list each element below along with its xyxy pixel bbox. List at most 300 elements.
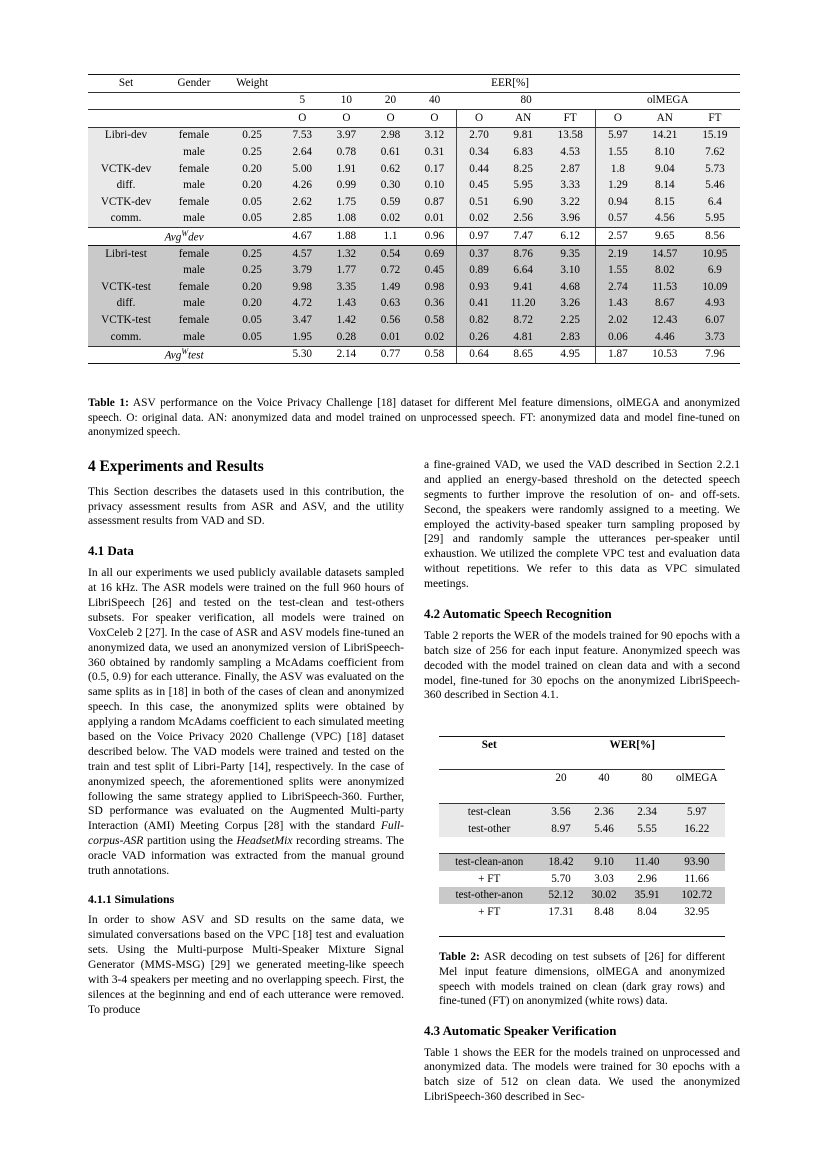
t2-header-set: Set (481, 738, 497, 751)
gender-label: male (164, 296, 224, 313)
header-spacer-6 (224, 110, 280, 127)
table-cell: 0.10 (413, 178, 457, 195)
set-label: diff. (88, 296, 164, 313)
table-cell: 2.74 (596, 279, 640, 296)
gender-label: male (164, 178, 224, 195)
table-cell: 4.72 (280, 296, 324, 313)
gender-label: female (164, 279, 224, 296)
set-label: + FT (478, 872, 501, 885)
table-cell: 0.45 (457, 178, 501, 195)
table-cell: 8.14 (640, 178, 690, 195)
table-cell: 0.02 (413, 329, 457, 346)
table-cell: 0.58 (424, 348, 445, 361)
table-cell: 1.87 (596, 346, 640, 363)
t2-header-dim-olmega: olMEGA (675, 772, 718, 785)
section-heading-4-1: 4.1 Data (88, 544, 134, 559)
data-para-italic-1: Full-corpus-ASR (88, 819, 404, 848)
table-cell: 3.33 (545, 178, 595, 195)
table-cell: 0.01 (413, 211, 457, 228)
table-cell: 0.89 (457, 263, 501, 280)
table-row (88, 178, 740, 195)
table-cell: 8.10 (640, 144, 690, 161)
table-cell: 2.02 (596, 312, 640, 329)
table-cell: 52.12 (539, 887, 582, 903)
table-cell: 2.98 (368, 127, 412, 144)
table-cell: 14.57 (640, 245, 690, 262)
header-spacer-5 (164, 110, 224, 127)
table-rule (439, 837, 725, 854)
table-cell: 0.78 (324, 144, 368, 161)
table-row (88, 245, 740, 262)
table-cell: 1.55 (596, 144, 640, 161)
set-label: comm. (88, 211, 164, 228)
weight-label: 0.25 (224, 263, 280, 280)
table-cell: 0.41 (457, 296, 501, 313)
weight-label: 0.05 (224, 329, 280, 346)
set-label: diff. (88, 178, 164, 195)
table-1 (88, 74, 740, 364)
table-cell: 35.91 (626, 887, 669, 903)
table-cell: 0.93 (457, 279, 501, 296)
table-cell: 3.10 (545, 263, 595, 280)
data-para-italic-2: HeadsetMix (236, 834, 293, 848)
table-1-grid (88, 74, 740, 364)
table-cell: 12.43 (640, 312, 690, 329)
table-cell: 3.03 (594, 872, 614, 885)
t2-header-dim-80: 80 (641, 772, 653, 785)
table-cell: 0.34 (457, 144, 501, 161)
table-cell: 11.40 (626, 854, 669, 871)
table-cell: 3.97 (324, 127, 368, 144)
table-row (88, 296, 740, 313)
table-cell: 6.9 (690, 263, 740, 280)
table-row (439, 904, 725, 920)
table-1-header-row-2 (88, 92, 740, 109)
gender-label: female (164, 194, 224, 211)
table-2-rule-under-h2 (439, 787, 725, 804)
table-cell: 2.14 (336, 348, 357, 361)
table-cell: 5.46 (583, 821, 626, 837)
table-cell: 5.97 (596, 127, 640, 144)
header-sub-ft-olmega: FT (708, 111, 722, 124)
weight-label: 0.20 (224, 178, 280, 195)
header-spacer-4 (88, 110, 164, 127)
header-gender: Gender (177, 76, 211, 89)
table-cell: 0.63 (368, 296, 412, 313)
header-sub-o-5: O (298, 111, 307, 124)
gender-label: male (164, 211, 224, 228)
table-2-caption-label: Table 2: (439, 951, 480, 964)
table-cell: 102.72 (669, 887, 725, 903)
table-cell: 0.54 (368, 245, 412, 262)
table-cell: 1.55 (596, 263, 640, 280)
table-row (88, 263, 740, 280)
table-cell: 9.04 (640, 161, 690, 178)
weight-label: 0.25 (224, 127, 280, 144)
gender-label: female (164, 245, 224, 262)
table-cell: 2.62 (280, 194, 324, 211)
table-cell: 8.72 (501, 312, 546, 329)
set-label (88, 263, 164, 280)
set-label: VCTK-test (88, 279, 164, 296)
section-heading-4-3: 4.3 Automatic Speaker Verification (424, 1023, 617, 1038)
weight-label: 0.05 (224, 312, 280, 329)
table-cell: 3.79 (280, 263, 324, 280)
table-cell: 0.28 (324, 329, 368, 346)
table-row (88, 279, 740, 296)
table-1-caption (88, 396, 740, 440)
table-2-grid (439, 719, 725, 937)
header-spacer-1 (88, 92, 164, 109)
table-cell: 4.26 (280, 178, 324, 195)
table-cell: 0.59 (368, 194, 412, 211)
section-4-2-paragraph: Table 2 reports the WER of the models trained for 90 epochs with a batch size of 256 for each input feature. Anonymized speech was decoded with the model trained on clean data and with a second model, fine-tuned for 30 epochs on the anonymized LibriSpeech-360 described in Section 4.1. (424, 628, 740, 702)
header-dim-olmega: olMEGA (646, 94, 689, 107)
set-label: VCTK-dev (88, 194, 164, 211)
gender-label: female (164, 161, 224, 178)
table-cell: 4.53 (545, 144, 595, 161)
table-cell: 6.64 (501, 263, 546, 280)
header-weight: Weight (236, 76, 269, 89)
table-2-rule-under-h1 (439, 753, 725, 770)
table-cell: 8.48 (594, 905, 614, 918)
table-cell: 3.12 (413, 127, 457, 144)
table-cell: 8.76 (501, 245, 546, 262)
table-cell: 2.36 (583, 804, 626, 821)
table-cell: 8.15 (640, 194, 690, 211)
table-cell: 2.57 (596, 228, 640, 245)
table-cell: 4.95 (560, 348, 580, 361)
t2-header-metric-wer: WER[%] (609, 738, 655, 751)
weight-label: 0.05 (224, 194, 280, 211)
table-cell: 9.10 (583, 854, 626, 871)
continuation-paragraph: a fine-grained VAD, we used the VAD described in Section 2.2.1 and applied an energy-based threshold on the detected speech segments to further improve the resolution of on- and off-sets. Second, the speakers were randomly assigned to a meeting. We employed the activity-based speaker turn sampling proposed by [29] and randomly sample the utterances per-speaker until exhaustion. We utilized the complete VPC test and evaluation data without repetitions. We refer to this data as VPC simulated meetings. (424, 458, 740, 591)
header-dim-5: 5 (299, 94, 306, 107)
table-row (439, 887, 725, 903)
header-spacer-2 (164, 92, 224, 109)
table-cell: 0.98 (413, 279, 457, 296)
header-dim-80: 80 (520, 94, 532, 107)
header-spacer-3 (224, 92, 280, 109)
table-cell: 11.53 (640, 279, 690, 296)
header-sub-an-olmega: AN (656, 111, 673, 124)
table-cell: 1.75 (324, 194, 368, 211)
table-row (88, 144, 740, 161)
table-row (88, 194, 740, 211)
table-cell: 2.56 (501, 211, 546, 228)
table-cell: 1.49 (368, 279, 412, 296)
table-cell: 11.20 (501, 296, 546, 313)
header-dim-20: 20 (384, 94, 397, 107)
table-cell: 0.56 (368, 312, 412, 329)
set-label: VCTK-dev (88, 161, 164, 178)
table-cell: 2.85 (280, 211, 324, 228)
set-label: + FT (478, 905, 501, 918)
table-cell: 0.06 (596, 329, 640, 346)
table-cell: 4.46 (640, 329, 690, 346)
right-text-column (424, 458, 740, 1105)
header-sub-o-olmega: O (596, 110, 640, 127)
table-cell: 6.12 (560, 230, 580, 243)
table-avg-row (88, 228, 740, 245)
table-cell: 8.25 (501, 161, 546, 178)
t2-header-dim-20: 20 (555, 772, 567, 785)
table-2-caption-text: ASR decoding on test subsets of [26] for different Mel input feature dimensions, olMEGA and anonymized speech with models trained on clean (dark gray rows) and fine-tuned (FT) on anonymized (white rows) data. (439, 951, 726, 1008)
section-4-3-paragraph: Table 1 shows the EER for the models trained on unprocessed and anonymized data. The models were trained for 30 epochs with a batch size of 512 on clean data. We used the anonymized LibriSpeech-360 described in Sec- (424, 1045, 740, 1104)
table-cell: 1.88 (336, 230, 357, 243)
t2-header-dim-40: 40 (598, 772, 610, 785)
table-cell: 5.30 (292, 348, 313, 361)
table-cell: 10.95 (690, 245, 740, 262)
header-sub-ft-80: FT (563, 111, 577, 124)
table-cell: 93.90 (669, 854, 725, 871)
table-cell: 5.95 (690, 211, 740, 228)
table-1-header-row-3 (88, 110, 740, 127)
table-cell: 1.91 (324, 161, 368, 178)
table-cell: 5.70 (551, 872, 571, 885)
table-cell: 0.45 (413, 263, 457, 280)
header-sub-o-20: O (386, 111, 395, 124)
table-cell: 2.83 (545, 329, 595, 346)
table-cell: 0.99 (324, 178, 368, 195)
set-label: test-other-anon (439, 887, 539, 903)
table-cell: 8.04 (637, 905, 657, 918)
table-cell: 0.77 (380, 348, 401, 361)
table-cell: 32.95 (684, 905, 710, 918)
gender-label: male (164, 329, 224, 346)
table-cell: 2.70 (457, 127, 501, 144)
table-cell: 1.08 (324, 211, 368, 228)
section-4-1-1-paragraph: In order to show ASV and SD results on the same data, we simulated conversations based on the VPC [18] test and evaluation sets. Using the Multi-purpose Multi-Speaker Mixture Signal Generator (MMS-MSG) [29] we generated meeting-like speech with 3-4 speakers per meeting and no overlapping speech. First, the silences at the beginning and end of each utterance were removed. To produce (88, 913, 404, 1016)
table-cell: 1.42 (324, 312, 368, 329)
table-row (88, 211, 740, 228)
table-2 (439, 719, 725, 1008)
table-cell: 2.34 (626, 804, 669, 821)
table-row (439, 871, 725, 887)
table-cell: 0.64 (457, 346, 501, 363)
table-cell: 4.67 (292, 230, 313, 243)
weight-label: 0.05 (224, 211, 280, 228)
table-cell: 30.02 (583, 887, 626, 903)
table-cell: 8.02 (640, 263, 690, 280)
table-cell: 4.57 (280, 245, 324, 262)
table-cell: 0.31 (413, 144, 457, 161)
data-para-part-1: In all our experiments we used publicly available datasets sampled at 16 kHz. The ASR models were trained on the full 960 hours of LibriSpeech [26] and tested on the test-clean and test-others subsets. For speaker verification, all models were trained on VoxCeleb 2 [27]. In the case of ASR and ASV models fine-tuned an anonymized data, we used an anonymized version of LibriSpeech-360 obtained by randomly sampling a McAdams coefficient from (0.5, 0.9) for each utterance. Finally, the ASV was evaluated on the same splits as in [18] in both of the cases of clean and anonymized speech. In this case, the anonymized splits were obtained by applying a random McAdams coefficient to each simulated meeting based on the Voice Privacy 2020 Challenge (VPC) [18] dataset described below. The VAD models were trained and tested on the train and test split of Libri-Party [14], respectively. In the case of anonymized speech, the aforementioned splits were anonymized following the same strategy applied to LibriSpeech-360. Further, SD performance was evaluated on the Augmented Multi-party Interaction (AMI) Meeting Corpus [28] with the standard (88, 566, 404, 833)
table-row (88, 127, 740, 144)
table-cell: 6.4 (690, 194, 740, 211)
table-cell: 0.97 (457, 228, 501, 245)
table-cell: 0.96 (424, 230, 445, 243)
table-1-caption-text: ASV performance on the Voice Privacy Challenge [18] dataset for different Mel feature dimensions, olMEGA and anonymized speech. O: original data. AN: anonymized data and model trained on unprocessed speech. FT: anonymized data and model fine-tuned on anonymized speech. (88, 397, 741, 439)
gender-label: male (164, 144, 224, 161)
set-label: test-clean (439, 804, 539, 821)
table-cell: 3.35 (324, 279, 368, 296)
table-cell: 3.73 (690, 329, 740, 346)
table-cell: 2.87 (545, 161, 595, 178)
avg-label: Avg$^W$dev (164, 228, 204, 244)
table-cell: 6.07 (690, 312, 740, 329)
avg-label: Avg$^W$test (164, 346, 204, 362)
table-cell: 5.95 (501, 178, 546, 195)
table-cell: 14.21 (640, 127, 690, 144)
table-cell: 3.47 (280, 312, 324, 329)
table-2-caption (439, 950, 725, 1008)
table-cell: 5.73 (690, 161, 740, 178)
table-cell: 1.32 (324, 245, 368, 262)
table-cell: 4.93 (690, 296, 740, 313)
table-cell: 9.81 (501, 127, 546, 144)
table-cell: 3.26 (545, 296, 595, 313)
header-dim-10: 10 (340, 94, 352, 107)
table-cell: 13.58 (545, 127, 595, 144)
table-cell: 17.31 (548, 905, 574, 918)
set-label: test-other (439, 821, 539, 837)
header-metric-eer: EER[%] (491, 76, 530, 89)
table-cell: 15.19 (690, 127, 740, 144)
data-para-part-2: partition using the (143, 834, 237, 848)
table-cell: 2.64 (280, 144, 324, 161)
table-cell: 0.82 (457, 312, 501, 329)
table-cell: 0.94 (596, 194, 640, 211)
set-label: test-clean-anon (439, 854, 539, 871)
weight-label: 0.20 (224, 279, 280, 296)
header-dim-40: 40 (429, 94, 441, 107)
table-row (88, 161, 740, 178)
section-4-1-paragraph (88, 566, 404, 879)
table-cell: 1.29 (596, 178, 640, 195)
table-rule (88, 363, 740, 364)
set-label (88, 144, 164, 161)
table-rule (439, 920, 725, 937)
table-cell: 7.53 (280, 127, 324, 144)
table-cell: 9.98 (280, 279, 324, 296)
table-2-header-row-2 (439, 770, 725, 787)
table-cell: 5.00 (280, 161, 324, 178)
table-cell: 4.56 (640, 211, 690, 228)
table-cell: 4.68 (545, 279, 595, 296)
table-cell: 7.96 (705, 348, 725, 361)
header-sub-o-80: O (457, 110, 501, 127)
section-4-intro-paragraph: This Section describes the datasets used in this contribution, the privacy assessment results from ASR and ASV, and the utility assessment results from VAD and SD. (88, 484, 404, 528)
table-cell: 0.61 (368, 144, 412, 161)
table-cell: 10.53 (652, 348, 678, 361)
table-cell: 2.19 (596, 245, 640, 262)
t2-header-spacer (439, 770, 539, 787)
table-cell: 0.02 (368, 211, 412, 228)
table-row (88, 312, 740, 329)
table-cell: 0.58 (413, 312, 457, 329)
table-cell: 18.42 (539, 854, 582, 871)
table-cell: 0.87 (413, 194, 457, 211)
table-cell: 8.67 (640, 296, 690, 313)
table-row (439, 821, 725, 837)
set-label: Libri-test (88, 245, 164, 262)
weight-label: 0.25 (224, 245, 280, 262)
table-cell: 8.56 (705, 230, 725, 243)
table-cell: 0.36 (413, 296, 457, 313)
section-heading-4: 4 Experiments and Results (88, 458, 264, 475)
left-text-column (88, 458, 404, 1018)
table-cell: 5.55 (626, 821, 669, 837)
set-label: VCTK-test (88, 312, 164, 329)
header-sub-o-40: O (430, 111, 439, 124)
table-cell: 0.37 (457, 245, 501, 262)
table-cell: 2.96 (637, 872, 657, 885)
table-cell: 0.01 (368, 329, 412, 346)
table-row (88, 329, 740, 346)
table-cell: 0.57 (596, 211, 640, 228)
table-cell: 1.8 (596, 161, 640, 178)
weight-label: 0.25 (224, 144, 280, 161)
table-cell: 0.62 (368, 161, 412, 178)
table-2-rule-top (439, 719, 725, 736)
gender-label: male (164, 263, 224, 280)
table-cell: 0.51 (457, 194, 501, 211)
table-2-header-row-1 (439, 736, 725, 753)
header-sub-an-80: AN (515, 111, 532, 124)
table-cell: 9.65 (654, 230, 675, 243)
table-cell: 0.26 (457, 329, 501, 346)
table-cell: 4.81 (501, 329, 546, 346)
table-cell: 3.56 (539, 804, 582, 821)
table-cell: 1.1 (383, 230, 398, 243)
table-cell: 3.96 (545, 211, 595, 228)
table-cell: 1.77 (324, 263, 368, 280)
table-cell: 0.02 (457, 211, 501, 228)
table-cell: 9.41 (501, 279, 546, 296)
table-cell: 7.47 (513, 230, 533, 243)
table-cell: 0.30 (368, 178, 412, 195)
table-row (439, 804, 725, 821)
weight-label: 0.20 (224, 161, 280, 178)
table-row (439, 854, 725, 871)
table-avg-row (88, 346, 740, 363)
set-label: comm. (88, 329, 164, 346)
table-cell: 6.83 (501, 144, 546, 161)
gender-label: female (164, 312, 224, 329)
table-cell: 8.65 (513, 348, 533, 361)
header-sub-o-10: O (342, 111, 351, 124)
section-heading-4-1-1: 4.1.1 Simulations (88, 891, 175, 906)
table-cell: 1.95 (280, 329, 324, 346)
table-cell: 5.97 (669, 804, 725, 821)
table-cell: 3.22 (545, 194, 595, 211)
header-set: Set (118, 76, 134, 89)
table-cell: 10.09 (690, 279, 740, 296)
table-cell: 1.43 (596, 296, 640, 313)
table-cell: 8.97 (539, 821, 582, 837)
table-cell: 5.46 (690, 178, 740, 195)
table-cell: 9.35 (545, 245, 595, 262)
table-cell: 11.66 (684, 872, 710, 885)
table-cell: 0.69 (413, 245, 457, 262)
table-cell: 16.22 (669, 821, 725, 837)
table-cell: 2.25 (545, 312, 595, 329)
table-cell: 0.44 (457, 161, 501, 178)
table-1-header-row-1 (88, 75, 740, 92)
table-1-caption-label: Table 1: (88, 397, 129, 409)
data-para-part-3: recording streams. The oracle VAD information was extracted from the manual ground truth annotations. (88, 834, 404, 878)
table-cell: 7.62 (690, 144, 740, 161)
table-cell: 0.72 (368, 263, 412, 280)
table-cell: 1.43 (324, 296, 368, 313)
section-heading-4-2: 4.2 Automatic Speech Recognition (424, 607, 612, 622)
table-cell: 0.17 (413, 161, 457, 178)
gender-label: female (164, 127, 224, 144)
set-label: Libri-dev (88, 127, 164, 144)
weight-label: 0.20 (224, 296, 280, 313)
table-cell: 6.90 (501, 194, 546, 211)
